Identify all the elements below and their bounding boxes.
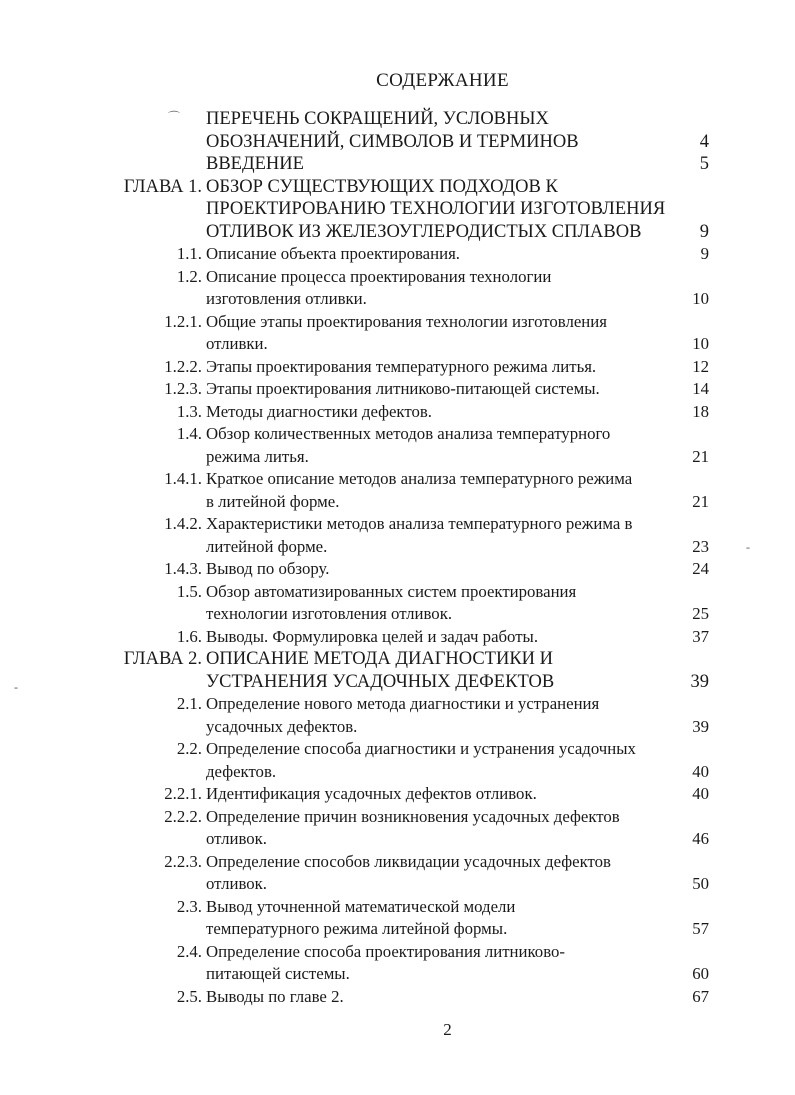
toc-entry-title-line: в литейной форме. xyxy=(206,491,340,511)
page-title: СОДЕРЖАНИЕ xyxy=(376,70,509,91)
toc-entry-page: 40 xyxy=(692,761,709,781)
toc-entry-number: 1.5. xyxy=(176,581,202,601)
toc-entry-title xyxy=(206,783,684,806)
toc-entry-page: 40 xyxy=(692,784,709,803)
toc-entry-title xyxy=(206,423,684,468)
toc-entry-title-line: Описание объекта проектирования. xyxy=(206,244,461,263)
toc-entry-page: 12 xyxy=(692,356,709,376)
toc-entry xyxy=(0,266,795,311)
toc-entry-title-line: Выводы по главе 2. xyxy=(206,986,344,1006)
toc-entry xyxy=(0,648,795,693)
toc-entry-page: 10 xyxy=(692,289,709,308)
toc-entry-title-line: Вывод по обзору. xyxy=(206,559,330,578)
toc-entry-title xyxy=(206,311,684,356)
toc-entry-number: 1.2.1. xyxy=(164,311,202,331)
toc-entry-page: 21 xyxy=(692,491,709,511)
toc-entry-title-line: Обзор автоматизированных систем проектирования xyxy=(206,581,577,601)
scan-speck: - xyxy=(746,540,750,554)
toc-entry xyxy=(0,243,795,266)
toc-entry-number: 2.2.3. xyxy=(164,851,202,871)
toc-entry-number: 1.4.3. xyxy=(164,559,202,578)
toc-entry xyxy=(0,986,795,1009)
toc-entry-title-line: ПРОЕКТИРОВАНИЮ ТЕХНОЛОГИИ ИЗГОТОВЛЕНИЯ xyxy=(206,199,666,219)
toc-entry xyxy=(0,626,795,649)
toc-entry-title-line: Определение нового метода диагностики и устранения xyxy=(206,694,600,713)
toc-entry-page: 14 xyxy=(692,379,709,398)
toc-entry-title-line: ПЕРЕЧЕНЬ СОКРАЩЕНИЙ, УСЛОВНЫХ xyxy=(206,109,549,129)
toc-entry-number: 1.4.1. xyxy=(164,469,202,488)
toc-entry-number: 1.4.2. xyxy=(164,514,202,533)
toc-entry-title-line: технологии изготовления отливок. xyxy=(206,604,453,623)
toc-entry-title-line: Обзор количественных методов анализа температурного xyxy=(206,424,611,443)
toc-entry-title-line: Характеристики методов анализа температурного режима в xyxy=(206,514,633,533)
toc-entry-title xyxy=(206,176,684,244)
toc-entry-title xyxy=(206,558,684,581)
toc-entry-title-line: Этапы проектирования литниково-питающей системы. xyxy=(206,379,600,398)
toc-entry-number: 2.4. xyxy=(176,941,202,961)
toc-entry-number: ГЛАВА 1. xyxy=(123,176,202,197)
toc-entry-page: 4 xyxy=(699,131,709,152)
toc-entry xyxy=(0,693,795,738)
toc-entry-title-line: температурного режима литейной формы. xyxy=(206,919,508,938)
toc-entry-page: 67 xyxy=(692,986,709,1006)
toc-entry-title-line: питающей системы. xyxy=(206,964,350,983)
toc-entry-title xyxy=(206,693,684,738)
toc-entry-title xyxy=(206,806,684,851)
toc-entry-title-line: ОБОЗНАЧЕНИЙ, СИМВОЛОВ И ТЕРМИНОВ xyxy=(206,131,579,152)
toc-entry xyxy=(0,581,795,626)
toc-entry-number: 1.6. xyxy=(176,626,202,646)
toc-entry-page: 50 xyxy=(692,874,709,893)
toc-entry-title xyxy=(206,378,684,401)
page-number: 2 xyxy=(443,1020,452,1039)
toc-entry-number xyxy=(0,153,206,176)
toc-entry-number: 2.2.2. xyxy=(164,806,202,826)
toc-entry xyxy=(0,153,795,176)
toc-entry-title xyxy=(206,986,684,1009)
toc-entry-title xyxy=(206,243,684,266)
toc-entry xyxy=(0,896,795,941)
toc-entry-page: 39 xyxy=(690,671,709,692)
toc-entry xyxy=(0,513,795,558)
toc-entry-title-line: Описание процесса проектирования технологии xyxy=(206,266,552,286)
toc-entry-number: 2.2. xyxy=(176,739,202,758)
toc-entry-title xyxy=(206,401,684,424)
toc-entry-page: 25 xyxy=(692,604,709,623)
toc-entry-number: 1.1. xyxy=(176,244,202,263)
toc-entry-title-line: режима литья. xyxy=(206,446,309,466)
toc-entry xyxy=(0,311,795,356)
toc-entry-title xyxy=(206,896,684,941)
toc-entry-title xyxy=(206,513,684,558)
toc-entry-page: 46 xyxy=(692,829,709,848)
toc-entry-title xyxy=(206,108,684,153)
toc-entry-title-line: Идентификация усадочных дефектов отливок. xyxy=(206,784,537,803)
toc-entry-title-line: отливок. xyxy=(206,874,267,893)
toc-entry xyxy=(0,941,795,986)
toc-entry-page: 24 xyxy=(692,559,709,578)
toc-entry-title xyxy=(206,851,684,896)
toc-entry-title-line: Вывод уточненной математической модели xyxy=(206,896,516,916)
toc-entry-title xyxy=(206,581,684,626)
toc-entry-number: 2.1. xyxy=(176,694,202,713)
toc-entry-title-line: ВВЕДЕНИЕ xyxy=(206,154,304,174)
scan-speck: ⌒ xyxy=(168,110,181,124)
toc-entry xyxy=(0,356,795,379)
toc-entry xyxy=(0,783,795,806)
toc-entry-page: 18 xyxy=(692,401,709,421)
toc-entry-number: ГЛАВА 2. xyxy=(123,649,202,669)
toc-entry-title xyxy=(206,738,684,783)
toc-entry xyxy=(0,468,795,513)
toc-entry xyxy=(0,806,795,851)
toc-entry-title xyxy=(206,356,684,379)
toc-entry-title xyxy=(206,941,684,986)
toc-entry-page: 23 xyxy=(692,536,709,556)
toc-entry xyxy=(0,108,795,153)
toc-entry-title-line: ОБЗОР СУЩЕСТВУЮЩИХ ПОДХОДОВ К xyxy=(206,176,558,197)
toc-entry-page: 10 xyxy=(692,334,709,353)
toc-entry-title-line: дефектов. xyxy=(206,761,277,781)
toc-entry xyxy=(0,558,795,581)
toc-entry-title-line: Выводы. Формулировка целей и задач работы. xyxy=(206,626,539,646)
toc-entry-title-line: усадочных дефектов. xyxy=(206,716,358,736)
toc-entry-number: 2.3. xyxy=(176,896,202,916)
toc-entry-number: 2.2.1. xyxy=(164,784,202,803)
toc-entry-page: 39 xyxy=(692,716,709,736)
toc-entry-title xyxy=(206,648,684,693)
toc-entry-number: 1.2.3. xyxy=(164,379,202,398)
toc-entry-number: 2.5. xyxy=(176,986,202,1006)
toc-entry-title-line: Краткое описание методов анализа температурного режима xyxy=(206,469,633,488)
toc-entry-title-line: Определение способа проектирования литниково- xyxy=(206,941,565,961)
toc-entry-title-line: литейной форме. xyxy=(206,536,328,556)
toc-entry-title-line: Определение причин возникновения усадочных дефектов xyxy=(206,806,620,826)
toc-entry-page: 37 xyxy=(692,626,709,646)
scan-speck: - xyxy=(14,680,18,694)
toc-entry-title-line: УСТРАНЕНИЯ УСАДОЧНЫХ ДЕФЕКТОВ xyxy=(206,671,555,692)
toc-entry-title xyxy=(206,266,684,311)
toc-entry-title xyxy=(206,626,684,649)
toc-entry xyxy=(0,176,795,244)
toc-entry-title-line: ОТЛИВОК ИЗ ЖЕЛЕЗОУГЛЕРОДИСТЫХ СПЛАВОВ xyxy=(206,221,642,242)
toc-entry-number: 1.2. xyxy=(176,266,202,286)
toc-entry-title-line: отливок. xyxy=(206,829,267,848)
toc-entry-title-line: Этапы проектирования температурного режима литья. xyxy=(206,356,597,376)
toc-entry-page: 5 xyxy=(699,154,709,174)
toc-entry-number: 1.3. xyxy=(176,401,202,421)
toc-entry-title-line: Общие этапы проектирования технологии изготовления xyxy=(206,311,607,331)
toc-entry-title xyxy=(206,468,684,513)
toc-entry-title-line: Определение способа диагностики и устранения усадочных xyxy=(206,739,636,758)
toc-entry xyxy=(0,738,795,783)
toc-entry-title-line: Определение способов ликвидации усадочных дефектов xyxy=(206,851,611,871)
toc-entry-page: 60 xyxy=(692,964,709,983)
toc-entry-title-line: изготовления отливки. xyxy=(206,289,367,308)
toc-entry-number: 1.2.2. xyxy=(164,356,202,376)
toc-entry-title xyxy=(206,153,684,176)
toc-entry-title-line: ОПИСАНИЕ МЕТОДА ДИАГНОСТИКИ И xyxy=(206,649,554,669)
toc-entry-page: 21 xyxy=(692,446,709,466)
toc-entry-page: 57 xyxy=(692,919,709,938)
toc-entry xyxy=(0,401,795,424)
toc-entry xyxy=(0,851,795,896)
toc-entry xyxy=(0,378,795,401)
toc-entry-page: 9 xyxy=(699,221,709,242)
toc-entry-title-line: отливки. xyxy=(206,334,268,353)
toc-entry-title-line: Методы диагностики дефектов. xyxy=(206,401,432,421)
toc-entry-number: 1.4. xyxy=(176,424,202,443)
table-of-contents xyxy=(0,108,795,1008)
toc-entry-page: 9 xyxy=(700,244,709,263)
toc-entry xyxy=(0,423,795,468)
